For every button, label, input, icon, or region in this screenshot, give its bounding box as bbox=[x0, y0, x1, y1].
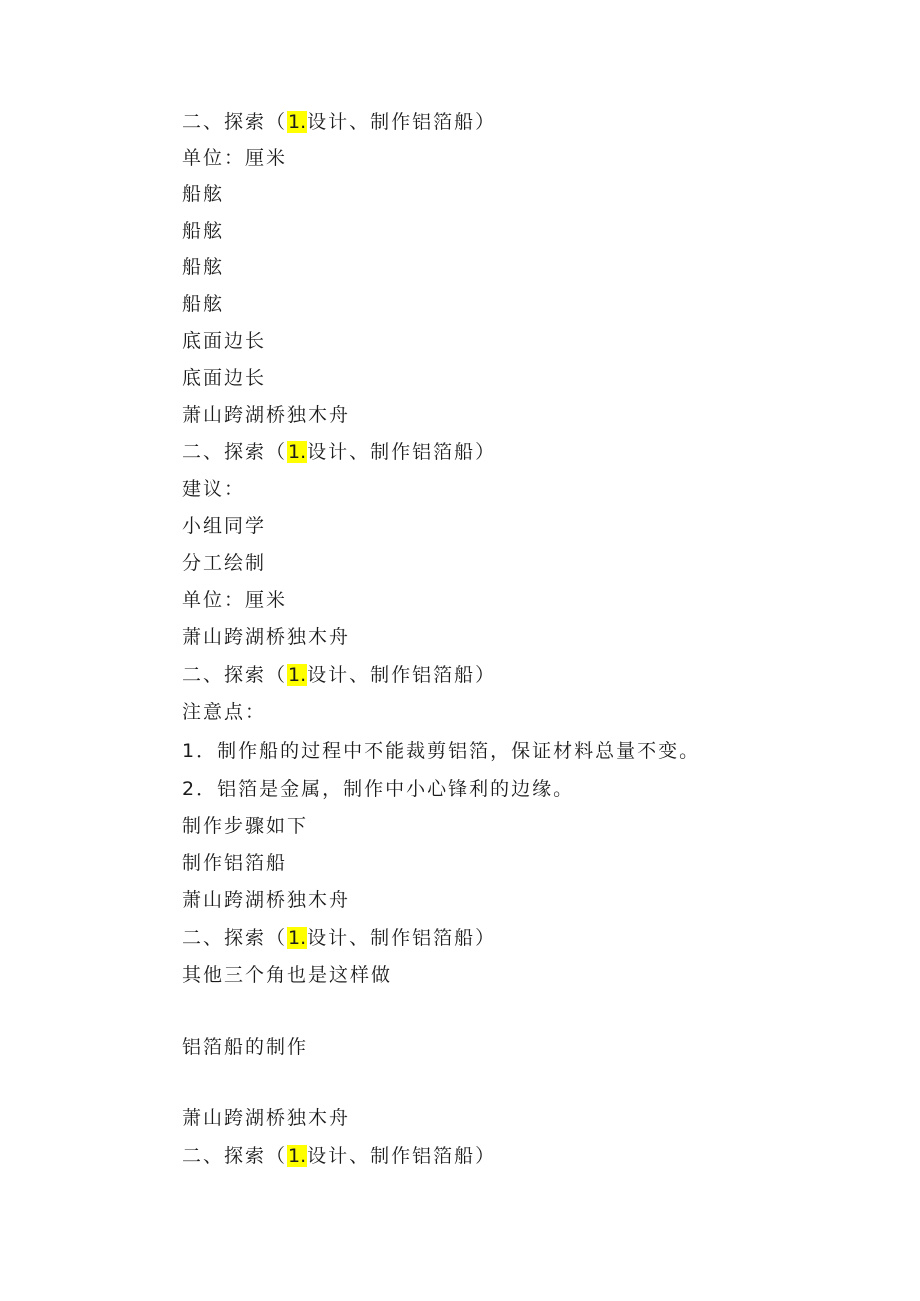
text-line: 萧山跨湖桥独木舟 bbox=[182, 889, 351, 911]
highlighted-number: 1. bbox=[288, 927, 307, 949]
text-line: 船舷 bbox=[182, 256, 225, 278]
text-line: 小组同学 bbox=[182, 515, 267, 537]
highlighted-number: 1. bbox=[288, 1145, 307, 1167]
list-item: 1．制作船的过程中不能裁剪铝箔，保证材料总量不变。 bbox=[182, 740, 701, 762]
list-item: 2．铝箔是金属，制作中小心锋利的边缘。 bbox=[182, 778, 575, 800]
text-line: 铝箔船的制作 bbox=[182, 1036, 309, 1058]
section-heading: 二、探索（1.设计、制作铝箔船） bbox=[182, 927, 497, 949]
text-line: 萧山跨湖桥独木舟 bbox=[182, 1107, 351, 1129]
text-line: 船舷 bbox=[182, 293, 225, 315]
text-line: 分工绘制 bbox=[182, 552, 267, 574]
text-line: 船舷 bbox=[182, 220, 225, 242]
text-line: 底面边长 bbox=[182, 330, 267, 352]
text-line: 其他三个角也是这样做 bbox=[182, 964, 393, 986]
text-line: 船舷 bbox=[182, 183, 225, 205]
text-line: 制作铝箔船 bbox=[182, 852, 288, 874]
section-heading: 二、探索（1.设计、制作铝箔船） bbox=[182, 664, 497, 686]
text-line: 底面边长 bbox=[182, 367, 267, 389]
text-line: 建议： bbox=[182, 478, 246, 500]
text-line: 注意点： bbox=[182, 701, 267, 723]
highlighted-number: 1. bbox=[288, 441, 307, 463]
highlighted-number: 1. bbox=[288, 111, 307, 133]
text-line: 单位：厘米 bbox=[182, 589, 288, 611]
text-line: 萧山跨湖桥独木舟 bbox=[182, 404, 351, 426]
section-heading: 二、探索（1.设计、制作铝箔船） bbox=[182, 111, 497, 133]
text-line: 萧山跨湖桥独木舟 bbox=[182, 626, 351, 648]
section-heading: 二、探索（1.设计、制作铝箔船） bbox=[182, 1145, 497, 1167]
text-line: 制作步骤如下 bbox=[182, 815, 309, 837]
text-line: 单位：厘米 bbox=[182, 147, 288, 169]
highlighted-number: 1. bbox=[288, 664, 307, 686]
section-heading: 二、探索（1.设计、制作铝箔船） bbox=[182, 441, 497, 463]
